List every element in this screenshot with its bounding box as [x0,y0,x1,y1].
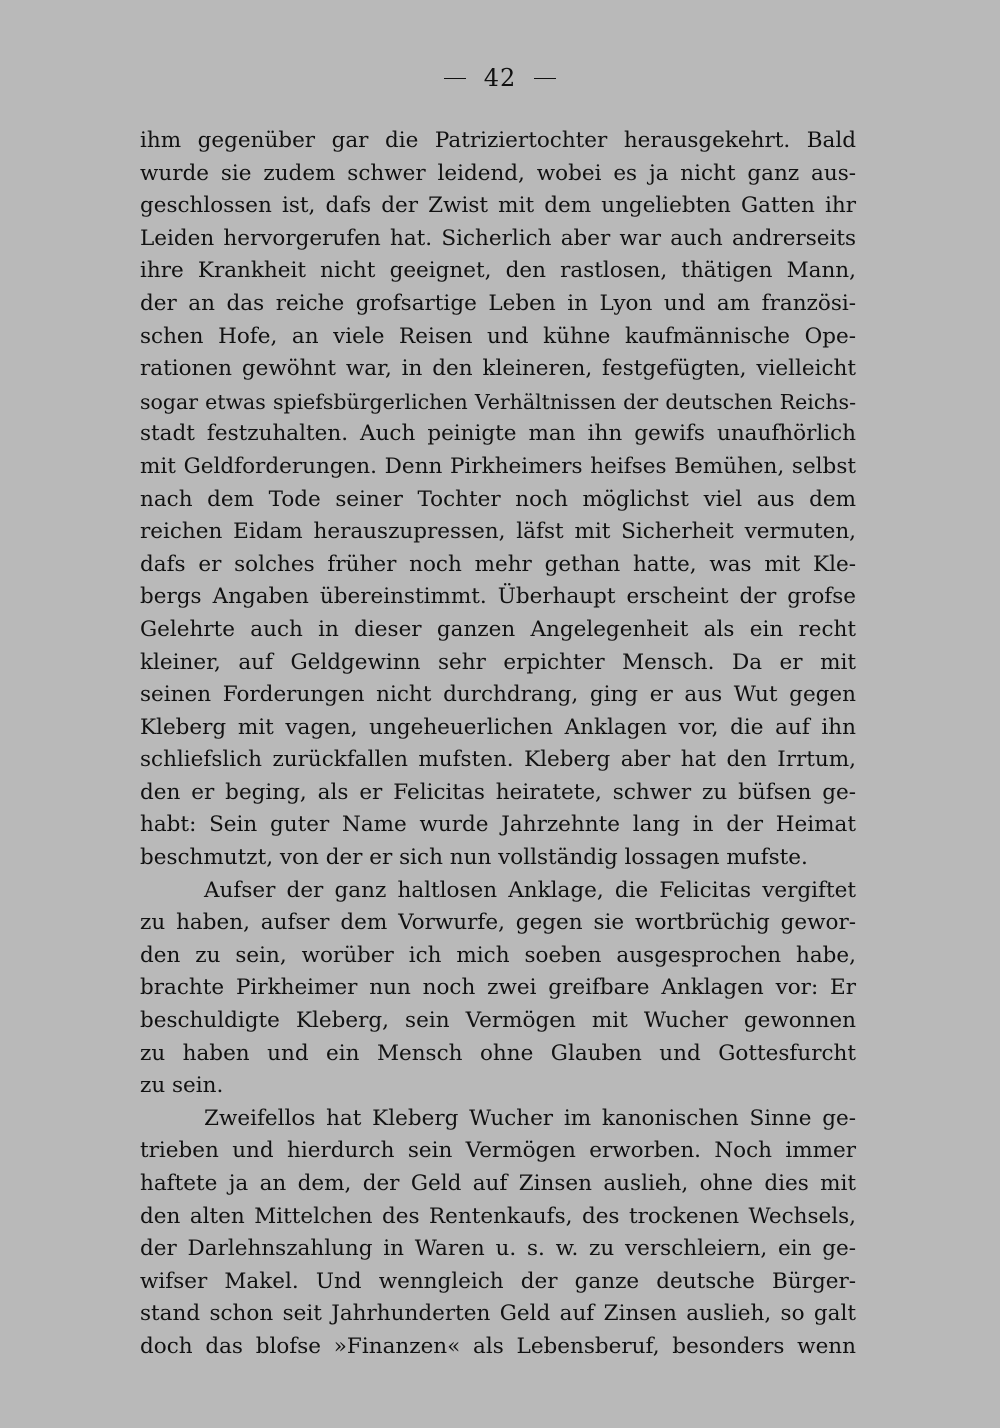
text-line: zu sein. [140,1073,224,1099]
text-line: doch das blofse »Finanzen« als Lebensberuf, besonders wenn [140,1333,856,1359]
header-dash-right [534,78,556,80]
text-line: dafs er solches früher noch mehr gethan hatte, was mit Kle- [140,551,856,577]
text-line: habt: Sein guter Name wurde Jahrzehnte lang in der Heimat [140,812,856,838]
text-line: schliefslich zurückfallen mufsten. Kleberg aber hat den Irrtum, [140,747,856,773]
text-line: stadt festzuhalten. Auch peinigte man ihn gewifs unaufhörlich [140,421,856,447]
text-line: wifser Makel. Und wenngleich der ganze deutsche Bürger- [140,1268,856,1294]
text-line: beschuldigte Kleberg, sein Vermögen mit Wucher gewonnen [140,1008,856,1034]
text-line: trieben und hierdurch sein Vermögen erworben. Noch immer [140,1138,856,1164]
text-line: zu haben und ein Mensch ohne Glauben und Gottesfurcht [140,1040,856,1066]
text-line: Zweifellos hat Kleberg Wucher im kanonischen Sinne ge- [204,1105,856,1131]
text-line: Gelehrte auch in dieser ganzen Angelegenheit als ein recht [140,616,856,642]
text-line: der Darlehnszahlung in Waren u. s. w. zu verschleiern, ein ge- [140,1236,856,1262]
text-line: schen Hofe, an viele Reisen und kühne kaufmännische Ope- [140,323,856,349]
text-line: brachte Pirkheimer nun noch zwei greifbare Anklagen vor: Er [140,975,856,1001]
text-line: beschmutzt, von der er sich nun vollständig lossagen mufste. [140,845,808,871]
body-text [140,125,856,1364]
page-number: 42 [483,64,517,92]
text-line: mit Geldforderungen. Denn Pirkheimers heifses Bemühen, selbst [140,453,856,479]
text-line: Leiden hervorgerufen hat. Sicherlich aber war auch andrerseits [140,225,856,251]
text-line: der an das reiche grofsartige Leben in Lyon und am französi- [140,290,856,316]
text-line: zu haben, aufser dem Vorwurfe, gegen sie wortbrüchig gewor- [140,910,856,936]
text-line: wurde sie zudem schwer leidend, wobei es ja nicht ganz aus- [140,160,856,186]
page-number-header [0,64,1000,92]
header-dash-left [444,78,466,80]
text-line: den zu sein, worüber ich mich soeben ausgesprochen habe, [140,942,856,968]
text-line: haftete ja an dem, der Geld auf Zinsen auslieh, ohne dies mit [140,1171,856,1196]
text-line: den er beging, als er Felicitas heiratete, schwer zu büfsen ge- [140,779,856,805]
text-line: kleiner, auf Geldgewinn sehr erpichter Mensch. Da er mit [140,649,856,675]
text-line: Aufser der ganz haltlosen Anklage, die Felicitas vergiftet [204,877,856,903]
text-line: geschlossen ist, dafs der Zwist mit dem ungeliebten Gatten ihr [140,193,856,219]
text-line: bergs Angaben übereinstimmt. Überhaupt erscheint der grofse [140,584,856,610]
text-line: seinen Forderungen nicht durchdrang, ging er aus Wut gegen [140,682,856,708]
text-line: Kleberg mit vagen, ungeheuerlichen Anklagen vor, die auf ihn [140,714,856,740]
text-line: rationen gewöhnt war, in den kleineren, festgefügten, vielleicht [140,356,856,382]
text-line: den alten Mittelchen des Rentenkaufs, des trockenen Wechsels, [140,1203,856,1229]
text-line: nach dem Tode seiner Tochter noch möglichst viel aus dem [140,486,856,512]
text-line: reichen Eidam herauszupressen, läfst mit Sicherheit vermuten, [140,519,856,545]
text-line: stand schon seit Jahrhunderten Geld auf Zinsen auslieh, so galt [140,1301,856,1327]
text-line: ihm gegenüber gar die Patriziertochter herausgekehrt. Bald [140,128,856,153]
text-line: ihre Krankheit nicht geeignet, den rastlosen, thätigen Mann, [140,258,856,284]
text-line: sogar etwas spiefsbürgerlichen Verhältnissen der deutschen Reichs- [140,389,856,414]
